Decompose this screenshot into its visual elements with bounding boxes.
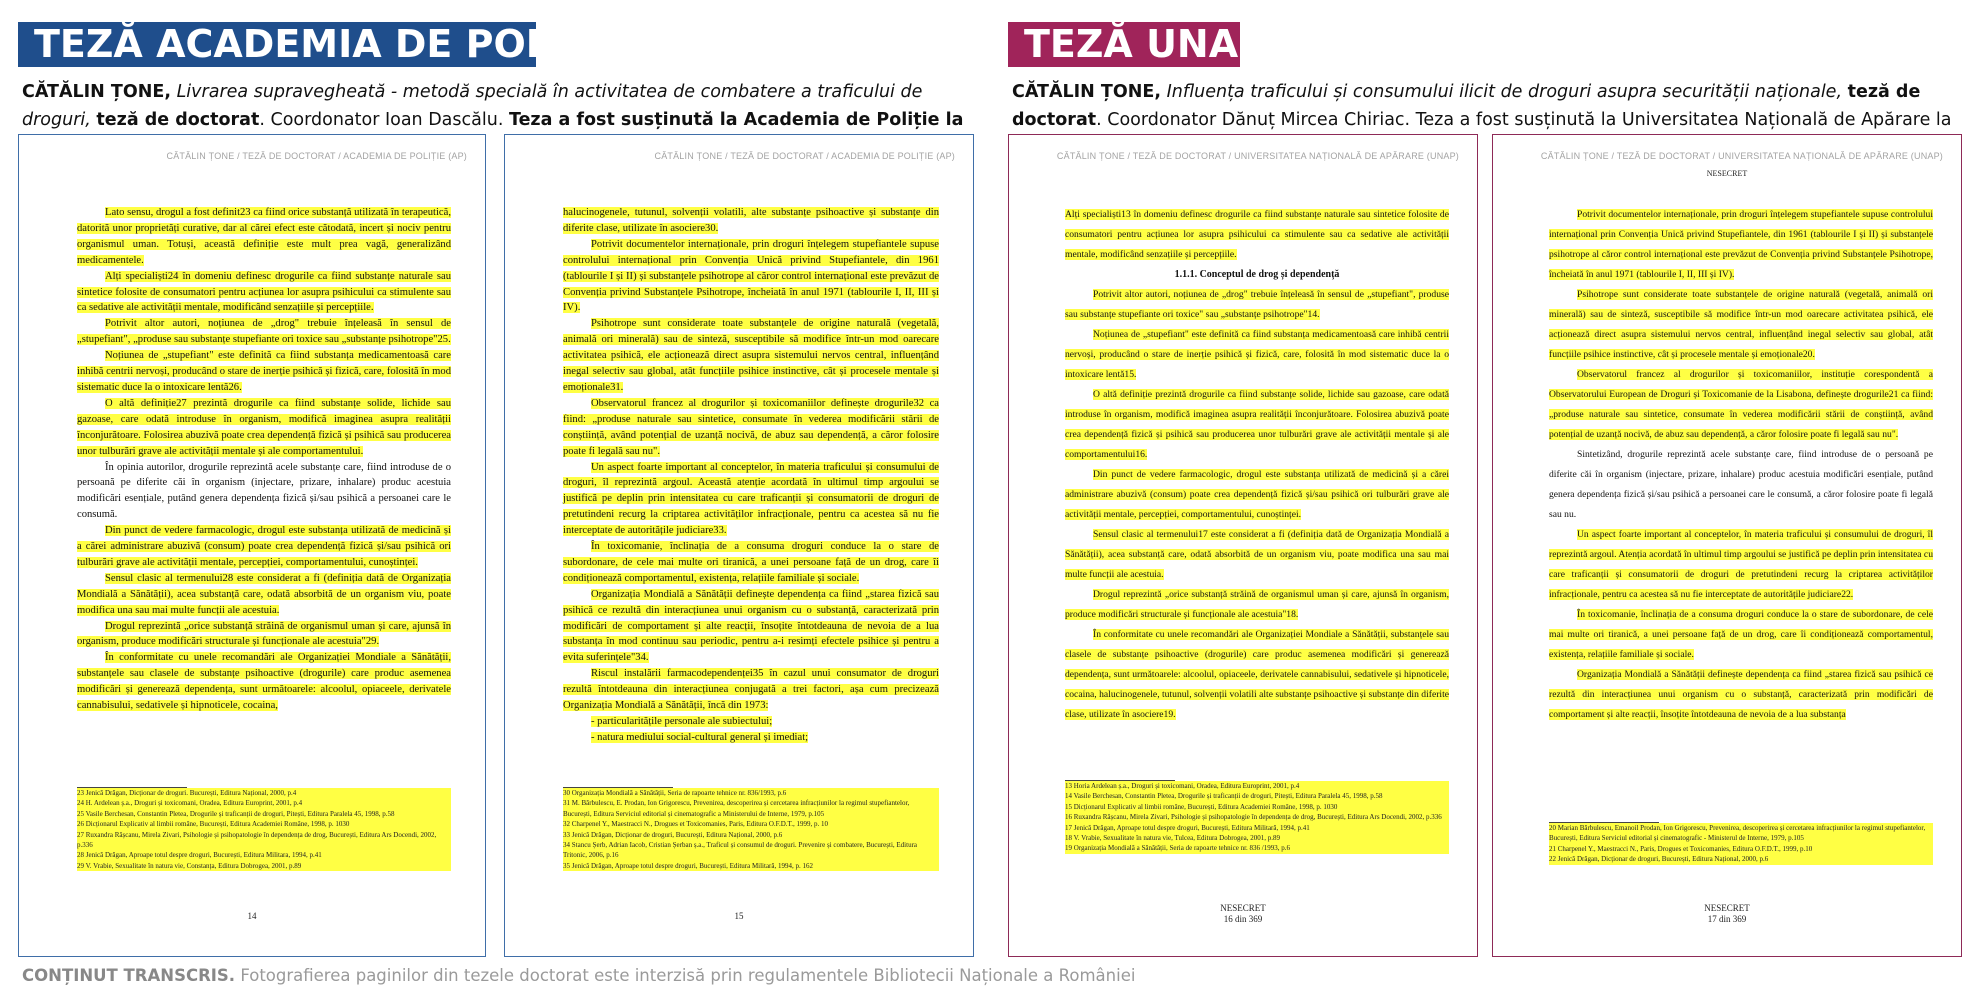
footnote: 28 Jenică Drăgan, Aproape totul despre droguri, București, Editura Militara, 1994, p.41 (77, 850, 451, 860)
caption-bold: CONȚINUT TRANSCRIS. (22, 966, 236, 985)
intro-left-defended: Teza a fost susținută la Academia de Poliție la (508, 110, 964, 130)
classification-label: NESECRET (1704, 903, 1750, 913)
photo-caption (22, 966, 1135, 985)
paragraph (563, 237, 939, 317)
footnote: 16 Ruxandra Râșcanu, Mirela Zivari, Psihologie și psihopatologie în dependența de drog, București, Editura Ars Docendi, 2002, p.336 (1065, 812, 1449, 822)
banner-unap: TEZĂ UNAP (1008, 22, 1240, 67)
highlighted-text: Noțiunea de „stupefiant" este definită ca fiind substanța medicamentoasă care inhibă centrii nervoși, producând o stare de inerție psihică și fizică, care, folosită în mod sistematic duce la o intoxicare lentă26. (77, 350, 451, 393)
highlighted-text: - natura mediului social-cultural general și imediat; (591, 731, 809, 743)
paragraph (1065, 525, 1449, 585)
paragraph (563, 539, 939, 587)
highlighted-text: Riscul instalării farmacodependenței35 în cazul unui consumator de droguri rezultă întotdeauna din interacțiunea conjugată a trei factori, așa cum precizează Organizația Mondială a Sănătății, încă din 1973: (563, 668, 939, 712)
caption-text: Fotografierea paginilor din tezele doctorat este interzisă prin regulamentele Bibliotecii Naționale a României (235, 966, 1136, 985)
paragraph (1065, 585, 1449, 625)
paragraph (77, 269, 451, 317)
page-number: 17 din 369 (1707, 914, 1747, 924)
footnote: 24 H. Ardelean ș.a., Droguri și toxicomani, Oradea, Editura Europrint, 2001, p.4 (77, 798, 451, 808)
highlighted-text: Potrivit documentelor internaționale, prin droguri înțelegem stupefiantele supuse controlului internațional prin Convenția Unică privind Stupefiantele, din 1961 (tablourile I și II) și substanțele psihotrope al căror control internațional este prevăzut de Convenția privind Substanțele Psihotrope, încheiată în anul 1971 (tablourile I, II, III și IV). (1549, 209, 1933, 280)
footnote: 34 Stancu Șerb, Adrian Iacob, Cristian Șerban ș.a., Traficul și consumul de droguri. Prevenire și combatere, București, Editura Tritonic, 2006, p.16 (563, 840, 939, 861)
highlighted-text: Sensul clasic al termenului17 este considerat a fi (definiția dată de Organizația Mondială a Sănătății), acea substanță care, odată absorbită de un organism viu, poate modifica una sau mai multe funcții ale acestuia. (1065, 529, 1449, 580)
intro-right-kind: teză de doctorat (1012, 82, 1921, 130)
highlighted-text: Alți specialiști24 în domeniu definesc drogurile ca fiind substanțe naturale sau sintetice folosite de consumatori pentru acțiunea lor asupra psihicului ca stimulente sau ca sedative ale activității mentale, modificând senzațiile și percepțiile. (77, 270, 451, 314)
footnote: 18 V. Vrabie, Sexualitate în natura vie, Tulcea, Editura Dobrogea, 2001, p.89 (1065, 833, 1449, 843)
highlighted-text: Din punct de vedere farmacologic, drogul este substanța utilizată de medicină și a cărei administrare abuzivă (consum) poate crea dependență fizică și/sau psihică ori tulburări grave ale activității mentale, percepției, comportamentului, cunoștinței. (77, 525, 451, 568)
footnote: 14 Vasile Berchesan, Constantin Pletea, Drogurile și traficanții de droguri, Pitești, Editura Paralela 45, 1998, p.58 (1065, 791, 1449, 801)
running-header: CĂTĂLIN ȚONE / TEZĂ DE DOCTORAT / ACADEMIA DE POLIȚIE (AP) (654, 151, 955, 161)
paragraph (563, 587, 939, 667)
highlighted-text: O altă definiție prezintă drogurile ca fiind substanțe solide, lichide sau gazoase, care odată introduse în organism, modifică imaginea asupra realității înconjurătoare. Folosirea abuzivă poate crea dependență fizică și psihică sau producerea unor tulburări grave ale activității mentale și ale comportamentului16. (1065, 389, 1449, 460)
highlighted-text: Din punct de vedere farmacologic, drogul este substanța utilizată de medicină și a cărei administrare abuzivă (consum) poate crea dependență fizică și/sau psihică ori tulburări grave ale activității mentale, percepției, comportamentului, cunoștinței. (1065, 469, 1449, 520)
highlighted-text: În conformitate cu unele recomandări ale Organizației Mondiale a Sănătății, substanțele sau clasele de substanțe psihoactive (drogurile) care produc asemenea modificări și generează dependența, sunt următoarele: alcoolul, opiaceele, derivatele cannabisului, sedativele și hipnoticele, cocaina, (77, 652, 451, 712)
footnote: 21 Charpenel Y., Maestracci N., Paris, Drogues et Toxicomanies, Editura O.F.D.T., 1999, p.10 (1549, 844, 1933, 854)
highlighted-text: Organizația Mondială a Sănătății definește dependența ca fiind „starea fizică sau psihică ce rezultă din interacțiunea unui organism cu o substanță, caracterizată prin modificări de comportament și alte reacții, însoțite întotdeauna de nevoia de a lua substanța în mod continuu sau periodic, pentru a-i resimți efectele psihice și pentru a evita suferințele"34. (563, 588, 939, 664)
footnote: 25 Vasile Berchesan, Constantin Pletea, Drogurile și traficanții de droguri, Pitești, Editura Paralela 45, 1998, p.58 (77, 809, 451, 819)
footnote: 13 Horia Ardelean ș.a., Droguri și toxicomani, Oradea, Editura Europrint, 2001, p.4 (1065, 781, 1449, 791)
highlighted-text: În toxicomanie, înclinația de a consuma droguri conduce la o stare de subordonare, de cele mai multe ori tiranică, a unei persoane față de un drog, care îi condiționează comportamentul, existența, relațiile familiale și sociale. (563, 541, 939, 584)
paragraph (1549, 665, 1933, 725)
highlighted-text: În toxicomanie, înclinația de a consuma droguri conduce la o stare de subordonare, de cele mai multe ori tiranică, a unei persoane față de un drog, care îi condiționează comportamentul, existența, relațiile familiale și sociale. (1549, 609, 1933, 660)
running-header: CĂTĂLIN ȚONE / TEZĂ DE DOCTORAT / UNIVERSITATEA NAȚIONALĂ DE APĂRARE (UNAP) (1056, 151, 1459, 161)
paragraph (563, 316, 939, 396)
intro-left-kind: teză de doctorat (96, 110, 260, 130)
highlighted-text: În conformitate cu unele recomandări ale Organizației Mondiale a Sănătății, substanțele sau clasele de substanțe psihoactive (drogurile) care produc asemenea modificări și generează dependența, sunt următoarele: alcoolul, opiaceele, derivatele cannabisului, sedativele și hipnoticele, cocaina, halucinogenele, tutunul, solvenții volatili alte substanțe psihoactive și substanțe din diferite clase, utilizate în asociere19. (1065, 629, 1449, 720)
list-item (563, 730, 939, 746)
paragraph (1549, 525, 1933, 605)
footnote: 15 Dicționarul Explicativ al limbii române, București, Editura Academiei Române, 1998, p. 1030 (1065, 802, 1449, 812)
highlighted-text: Alți specialiști13 în domeniu definesc drogurile ca fiind substanțe naturale sau sintetice folosite de consumatori pentru acțiunea lor asupra psihicului ca stimulente sau ca sedative ale activității mentale, modificând senzațiile și percepțiile. (1065, 209, 1449, 260)
highlighted-text: Psihotrope sunt considerate toate substanțele de origine naturală (vegetală, animală ori minerală) sau de sinteză, susceptibile să modifice într-un mod oarecare activitatea psihică, ele acționează direct asupra sistemului nervos central, influențând inegal selectiv sau global, atât funcțiile psihice instinctive, cât și procesele mentale și emoționale31. (563, 318, 939, 393)
highlighted-text: Observatorul francez al drogurilor și toxicomaniilor, instituție corespondentă a Observatorului European de Droguri și Toxicomanie de la Lisabona, definește drogurile21 ca fiind: „produse naturale sau sintetice, consumate în vederea modificării stării de conștiință, având potențial de uzanță nocivă, de abuz sau dependență, a căror folosire poate fi legală sau nu". (1549, 369, 1933, 440)
highlighted-text: Noțiunea de „stupefiant" este definită ca fiind substanța medicamentoasă care inhibă centrii nervoși, producând o stare de inerție psihică și fizică, care, folosită în mod sistematic duce la o intoxicare lentă15. (1065, 329, 1449, 380)
paragraph (563, 396, 939, 460)
intro-right-coord: . Coordonator Dănuț Mircea Chiriac. Teza a fost susținută la Universitatea Națională de Apărare la (1096, 110, 1952, 130)
paragraph (77, 523, 451, 571)
thesis-page-unap-17 (1492, 134, 1962, 957)
footnote: 20 Marian Bărbulescu, Emanoil Prodan, Ion Grigorescu, Prevenirea, descoperirea și cercetarea infracțiunilor la regimul stupefiantelor, București, Editura Serviciul editorial și cinematografic - Ministerul de Interne, 1979, p.105 (1549, 823, 1933, 844)
highlighted-text: O altă definiție27 prezintă drogurile ca fiind substanțe solide, lichide sau gazoase, care odată introduse în organism, modifică imaginea asupra realității înconjurătoare. Folosirea abuzivă poate crea dependență fizică și psihică sau producerea unor tulburări grave ale activității mentale și ale comportamentului. (77, 397, 451, 457)
thesis-page-ap-14 (18, 134, 486, 957)
footnote: 30 Organizația Mondială a Sănătății, Seria de rapoarte tehnice nr. 836/1993, p.6 (563, 788, 939, 798)
footnote: 23 Jenică Drăgan, Dicționar de droguri. București, Editura Național, 2000, p.4 (77, 788, 451, 798)
paragraph (77, 619, 451, 651)
classification-label: NESECRET (1220, 903, 1266, 913)
paragraph (563, 205, 939, 237)
plain-text: În opinia autorilor, drogurile reprezintă acele substanțe care, fiind introduse de o persoană pe diferite căi în organism (injectare, prizare, inhalare) produc acestuia modificări esențiale, putând genera dependența fizică și/sau psihică a persoanei care le consumă. (77, 461, 451, 521)
paragraph (1549, 365, 1933, 445)
thesis-page-ap-15 (504, 134, 974, 957)
paragraph (1549, 205, 1933, 285)
footnote: 26 Dicționarul Explicativ al limbii române, București, Editura Academiei Române, 1998, p. 1030 (77, 819, 451, 829)
paragraph (1065, 325, 1449, 385)
footnote: 27 Ruxandra Râșcanu, Mirela Zivari, Psihologie și psihopatologie în dependența de drog, București, Editura Ars Docendi, 2002, p.336 (77, 830, 451, 851)
paragraph (77, 650, 451, 714)
page-footer (1493, 903, 1961, 925)
paragraph (77, 460, 451, 524)
page-number: 15 (734, 911, 744, 921)
footnote: 22 Jenică Drăgan, Dicționar de droguri, București, Editura Național, 2000, p.6 (1549, 854, 1933, 864)
highlighted-text: Potrivit altor autori, noțiunea de „drog" trebuie înțeleasă în sensul de „stupefiant", „produse sau substanțe stupefiante ori toxice sau „substanțe psihotrope"25. (77, 318, 451, 346)
paragraph (77, 205, 451, 269)
paragraph (1065, 285, 1449, 325)
page-number: 16 din 369 (1223, 914, 1263, 924)
paragraph (77, 348, 451, 396)
footnotes (1549, 822, 1933, 865)
highlighted-text: Potrivit documentelor internaționale, prin droguri înțelegem stupefiantele supuse controlului internațional prin Convenția Unică privind Stupefiantele, din 1961 (tablourile I și II) și substanțele psihotrope al căror control internațional este prevăzut de Convenția privind Substanțele Psihotrope, încheiată în anul 1971 (tablourile I, II, III și IV). (563, 238, 939, 314)
plain-text: Sintetizând, drogurile reprezintă acele substanțe care, fiind introduse de o persoană pe diferite căi în organism (injectare, prizare, inhalare) produc acestuia modificări esențiale, putând genera dependența fizică și/sau psihică a persoanei care le consumă, a căror folosire poate fi legală sau nu. (1549, 449, 1933, 520)
paragraph (77, 316, 451, 348)
classification-label: NESECRET (1706, 169, 1748, 178)
highlighted-text: Un aspect foarte important al conceptelor, în materia traficului și consumului de droguri, îl reprezintă argoul. Atenția acordată în ultimul timp argoului se justifică pe deplin prin intensitatea cu care traficanții și consumatorii de droguri de pretutindeni recurg la criptarea activităților infracționale, pentru ca acestea să nu fie interceptate de autoritățile judiciare22. (1549, 529, 1933, 600)
highlighted-text: Organizația Mondială a Sănătății definește dependența ca fiind „starea fizică sau psihică ce rezultă din interacțiunea unui organism cu o substanță, caracterizată prin modificări de comportament și alte reacții, însoțite întotdeauna de nevoia de a lua substanța (1549, 669, 1933, 720)
footnotes (1065, 780, 1449, 854)
page-body (1549, 205, 1933, 725)
paragraph (1549, 285, 1933, 365)
highlighted-text: - particularitățile personale ale subiectului; (591, 716, 773, 727)
thesis-page-unap-16 (1008, 134, 1478, 957)
paragraph (563, 666, 939, 714)
footnote: 29 V. Vrabie, Sexualitate în natura vie, Constanța, Editura Dobrogea, 2001, p.89 (77, 861, 451, 871)
highlighted-text: Lato sensu, drogul a fost definit23 ca fiind orice substanță utilizată în terapeutică, datorită unor proprietăți curative, dar al cărei efect este cătodată, incert și nociv pentru organismul uman. Totuși, această definiție este mult prea vagă, generalizând medicamentele. (77, 207, 451, 266)
page-body (563, 205, 939, 746)
highlighted-text: Drogul reprezintă „orice substanță străină de organismul uman și care, ajunsă în organism, produce modificări structurale și funcționale ale acestuia"18. (1065, 589, 1449, 620)
page-body (77, 205, 451, 714)
highlighted-text: Psihotrope sunt considerate toate substanțele de origine naturală (vegetală, animală ori minerală) sau de sinteză, susceptibile să modifice într-un mod oarecare activitatea psihică, ele acționează direct asupra sistemului nervos central, influențând inegal selectiv sau global, atât funcțiile psihice instinctive, cât și procesele mentale și emoționale20. (1549, 289, 1933, 360)
paragraph (77, 396, 451, 460)
paragraph (77, 571, 451, 619)
intro-left-title: Livrarea supravegheată - metodă specială în activitatea de combatere a traficului de droguri, (22, 82, 923, 130)
footnote: 19 Organizația Mondială a Sănătății, Seria de rapoarte tehnice nr. 836 /1993, p.6 (1065, 843, 1449, 853)
section-heading: 1.1.1. Conceptul de drog și dependență (1174, 269, 1340, 280)
highlighted-text: Drogul reprezintă „orice substanță străină de organismul uman și care, ajunsă în organism, produce modificări structurale și funcționale ale acestuia"29. (77, 620, 451, 648)
paragraph (1549, 445, 1933, 525)
highlighted-text: Un aspect foarte important al conceptelor, în materia traficului și consumului de droguri, îl reprezintă argoul. Această atenție acordată în ultimul timp argoului se justifică pe deplin prin intensitatea cu care traficanții și consumatorii de droguri de pretutindeni recurg la criptarea activităților infracționale, pentru ca acestea să nu fie interceptate de autoritățile judiciare33. (563, 461, 939, 537)
list-item (563, 714, 939, 730)
footnotes (77, 787, 451, 871)
footnote: 31 M. Bărbulescu, E. Prodan, Ion Grigorescu, Prevenirea, descoperirea și cercetarea infracțiunilor la regimul stupefiantelor, București, Editura Serviciul editorial și cinematografic a Ministerului de Interne, 1979, p.105 (563, 798, 939, 819)
banner-academia-politie: TEZĂ ACADEMIA DE POLIȚIE (18, 22, 536, 67)
paragraph (1065, 385, 1449, 465)
page-footer (1009, 903, 1477, 925)
footnotes (563, 787, 939, 871)
paragraph (563, 460, 939, 540)
running-header: CĂTĂLIN ȚONE / TEZĂ DE DOCTORAT / ACADEMIA DE POLIȚIE (AP) (166, 151, 467, 161)
paragraph (1065, 205, 1449, 265)
intro-left-coord: . Coordonator Ioan Dascălu. (259, 110, 509, 130)
running-header: CĂTĂLIN ȚONE / TEZĂ DE DOCTORAT / UNIVERSITATEA NAȚIONALĂ DE APĂRARE (UNAP) (1540, 151, 1943, 161)
paragraph (1065, 465, 1449, 525)
page-body (1065, 205, 1449, 725)
footnote: 33 Jenică Drăgan, Dicționar de droguri, București, Editura Național, 2000, p.6 (563, 830, 939, 840)
page-number: 14 (247, 911, 257, 921)
highlighted-text: halucinogenele, tutunul, solvenții volatili, alte substanțe psihoactive și substanțe din diferite clase, utilizate în asociere30. (563, 207, 939, 234)
footnote: 17 Jenică Drăgan, Aproape totul despre droguri, București, Editura Militară, 1994, p.41 (1065, 823, 1449, 833)
highlighted-text: Observatorul francez al drogurilor și toxicomaniilor definește drogurile32 ca fiind: „produse naturale sau sintetice, consumate în vederea modificării stării de conștiință, având potențial de uzanță nocivă, de abuz sau dependență, a căror folosire poate fi legală sau nu". (563, 397, 939, 457)
paragraph (1065, 625, 1449, 725)
footnote: 32 Charpenel Y., Maestracci N., Drogues et Toxicomanies, Paris, Editura O.F.D.T., 1999, p. 10 (563, 819, 939, 829)
intro-left-author: CĂTĂLIN ȚONE, (22, 82, 171, 102)
intro-right-title: Influența traficului și consumului ilicit de droguri asupra securității naționale, (1166, 82, 1843, 102)
highlighted-text: Sensul clasic al termenului28 este considerat a fi (definiția dată de Organizația Mondială a Sănătății), acea substanță care, odată absorbită de un organism viu, poate modifica una sau mai multe funcții ale acestuia. (77, 572, 451, 616)
highlighted-text: Potrivit altor autori, noțiunea de „drog" trebuie înțeleasă în sensul de „stupefiant", produse sau substanțe stupefiante ori toxice" sau „substanțe psihotrope"14. (1065, 289, 1449, 320)
footnote: 35 Jenică Drăgan, Aproape totul despre droguri, București, Editura Militară, 1994, p. 162 (563, 861, 939, 871)
paragraph (1549, 605, 1933, 665)
intro-right-author: CĂTĂLIN ȚONE, (1012, 82, 1161, 102)
